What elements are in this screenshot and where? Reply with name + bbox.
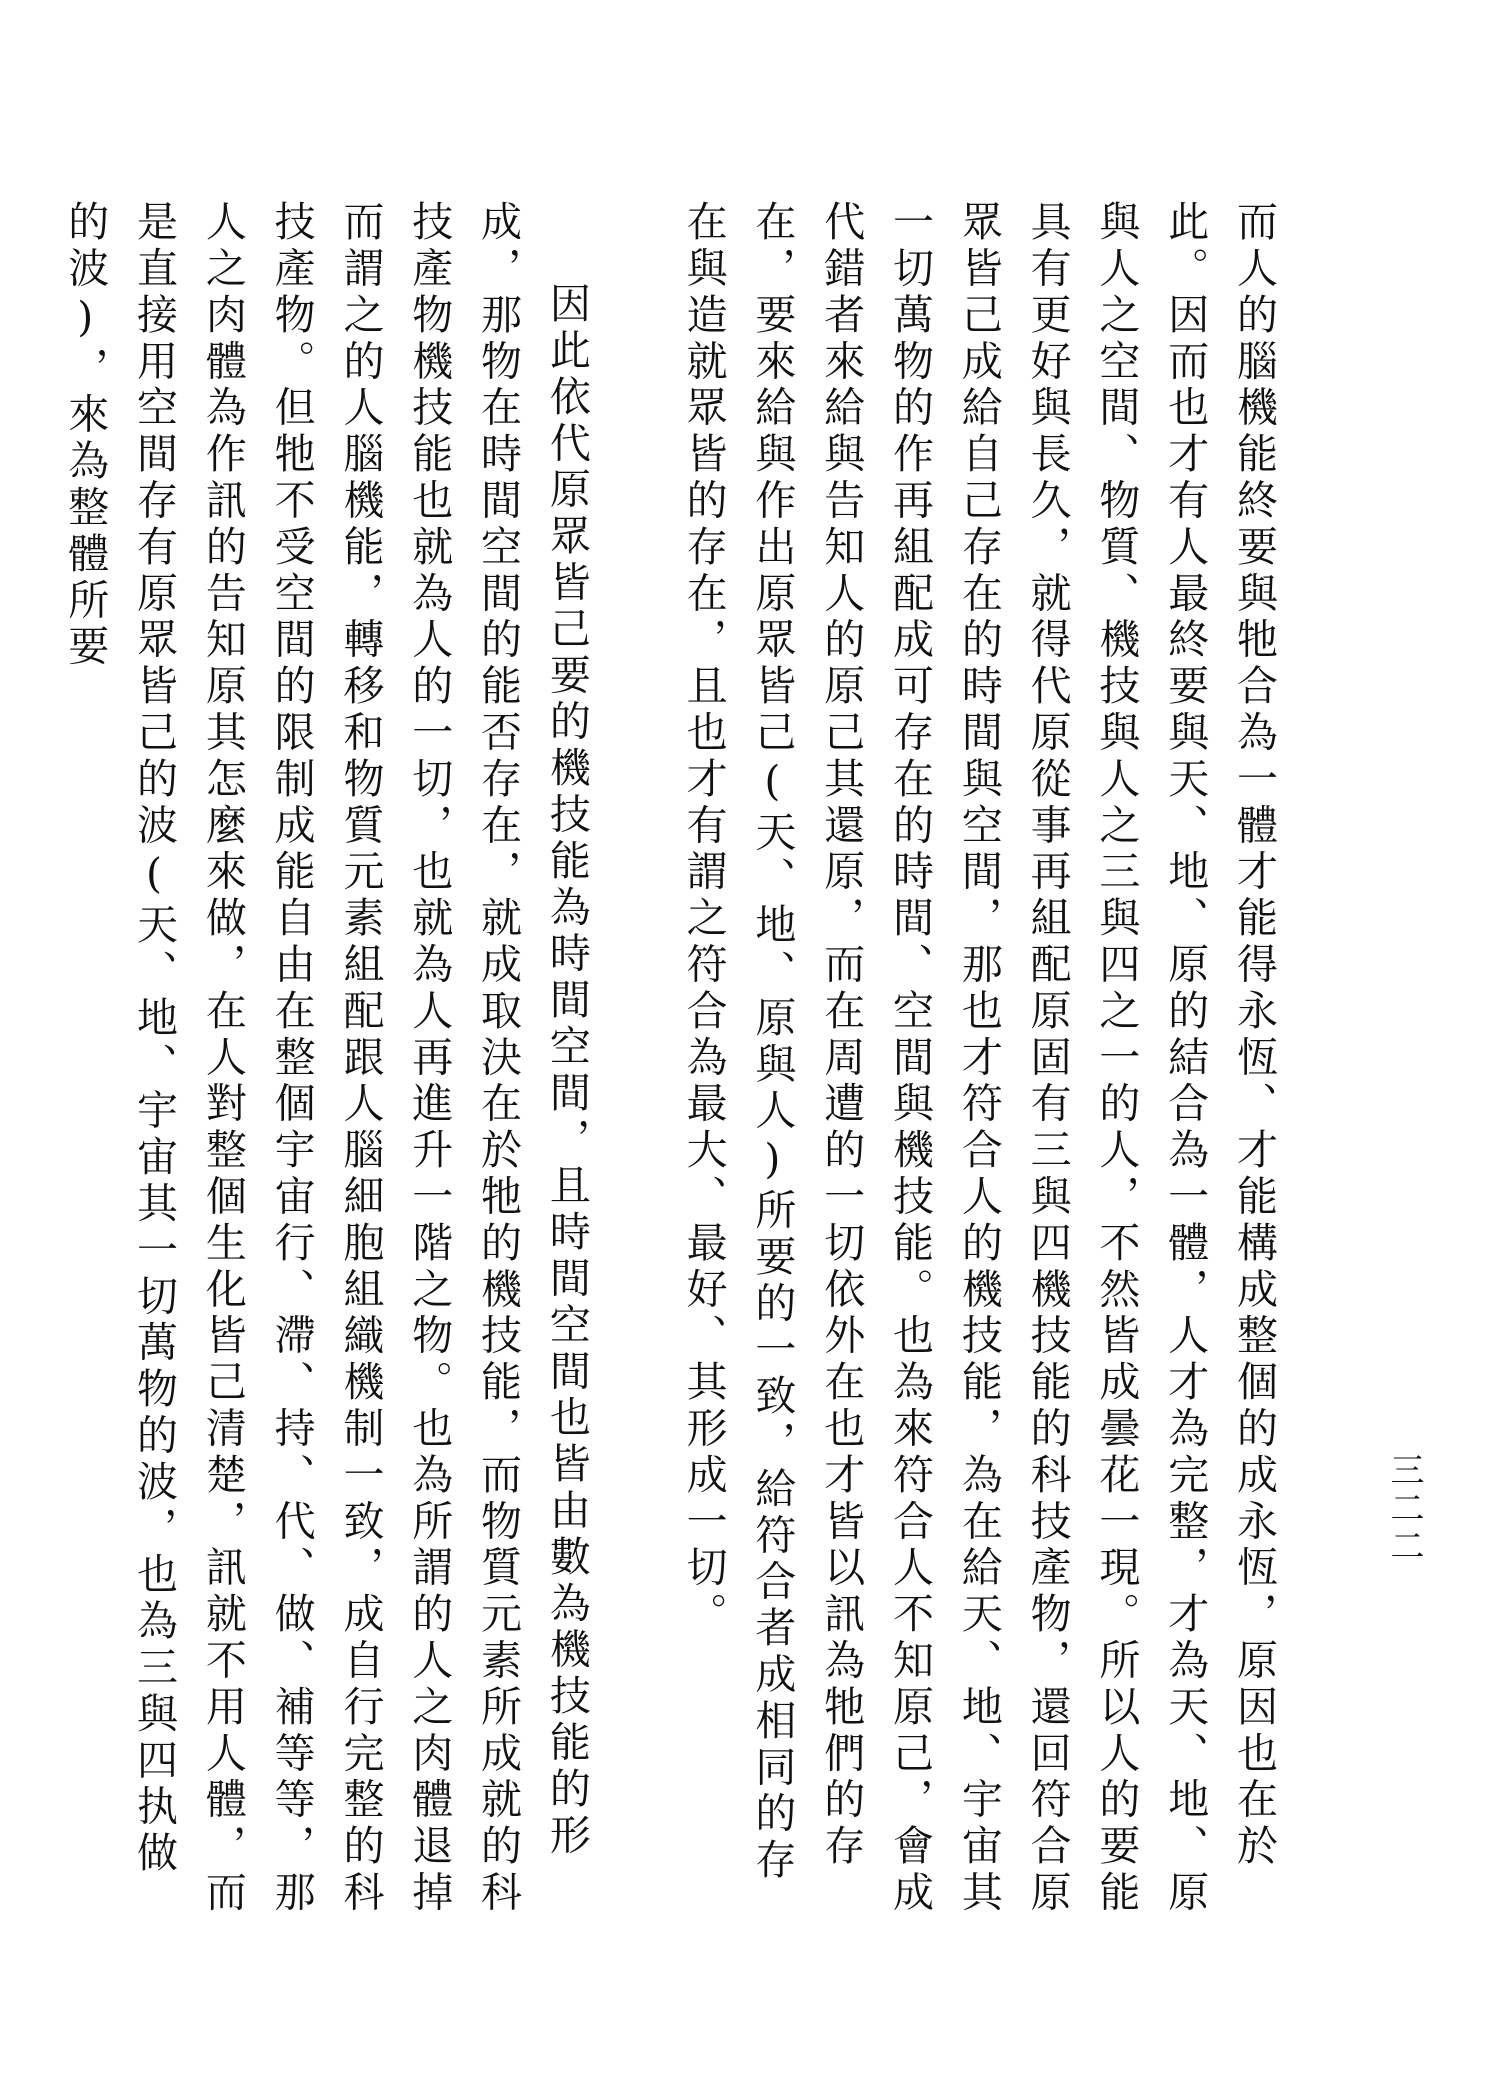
body-text: [50, 200, 1288, 1920]
paragraph-2: 因此依代原眾皆己要的機技能為時間空間，且時間空間也皆由數為機技能的形成，那物在時間空間的能否存在，就成取決在於牠的機技能，而物質元素所成就的科技產物機技能也就為人的一切，也就為人再進升一階之物。也為所謂的人之肉體退掉而謂之的人腦機能，轉移和物質元素組配跟人腦細胞組織機制一致，成自行完整的科技產物。但牠不受空間的限制成能自由在整個宇宙行、滯、持、代、做、補等等，那人之肉體為作訊的告知原其怎麼來做，在人對整個生化皆己清楚，訊就不用人體，而是直接用空間存有原眾皆己的波(天、地、宇宙其一切萬物的波，也為三與四执做的波)，來為整體所要: [61, 200, 591, 1917]
paragraph-1: 而人的腦機能終要與牠合為一體才能得永恆、才能構成整個的成永恆，原因也在於此。因而也才有人最終要與天、地、原的結合為一體，人才為完整，才為天、地、原與人之空間、物質、機技與人之三與四之一的人，不然皆成曇花一現。所以人的要能具有更好與長久，就得代原從事再組配原固有三與四機技能的科技產物，還回符合原眾皆己成給自己存在的時間與空間，那也才符合人的機技能，為在給天、地、宇宙其一切萬物的作再組配成可存在的時間、空間與機技能。也為來符合人不知原己，會成代錯者來給與告知人的原己其還原，而在周遭的一切依外在也才皆以訊為牠們的存在，要來給與作出原眾皆己(天、地、原與人)所要的一致，給符合者成相同的存在與造就眾皆的存在，且也才有謂之符合為最大、最好、其形成一切。: [679, 200, 1278, 1917]
page-number: 三二二: [1384, 1452, 1424, 1566]
